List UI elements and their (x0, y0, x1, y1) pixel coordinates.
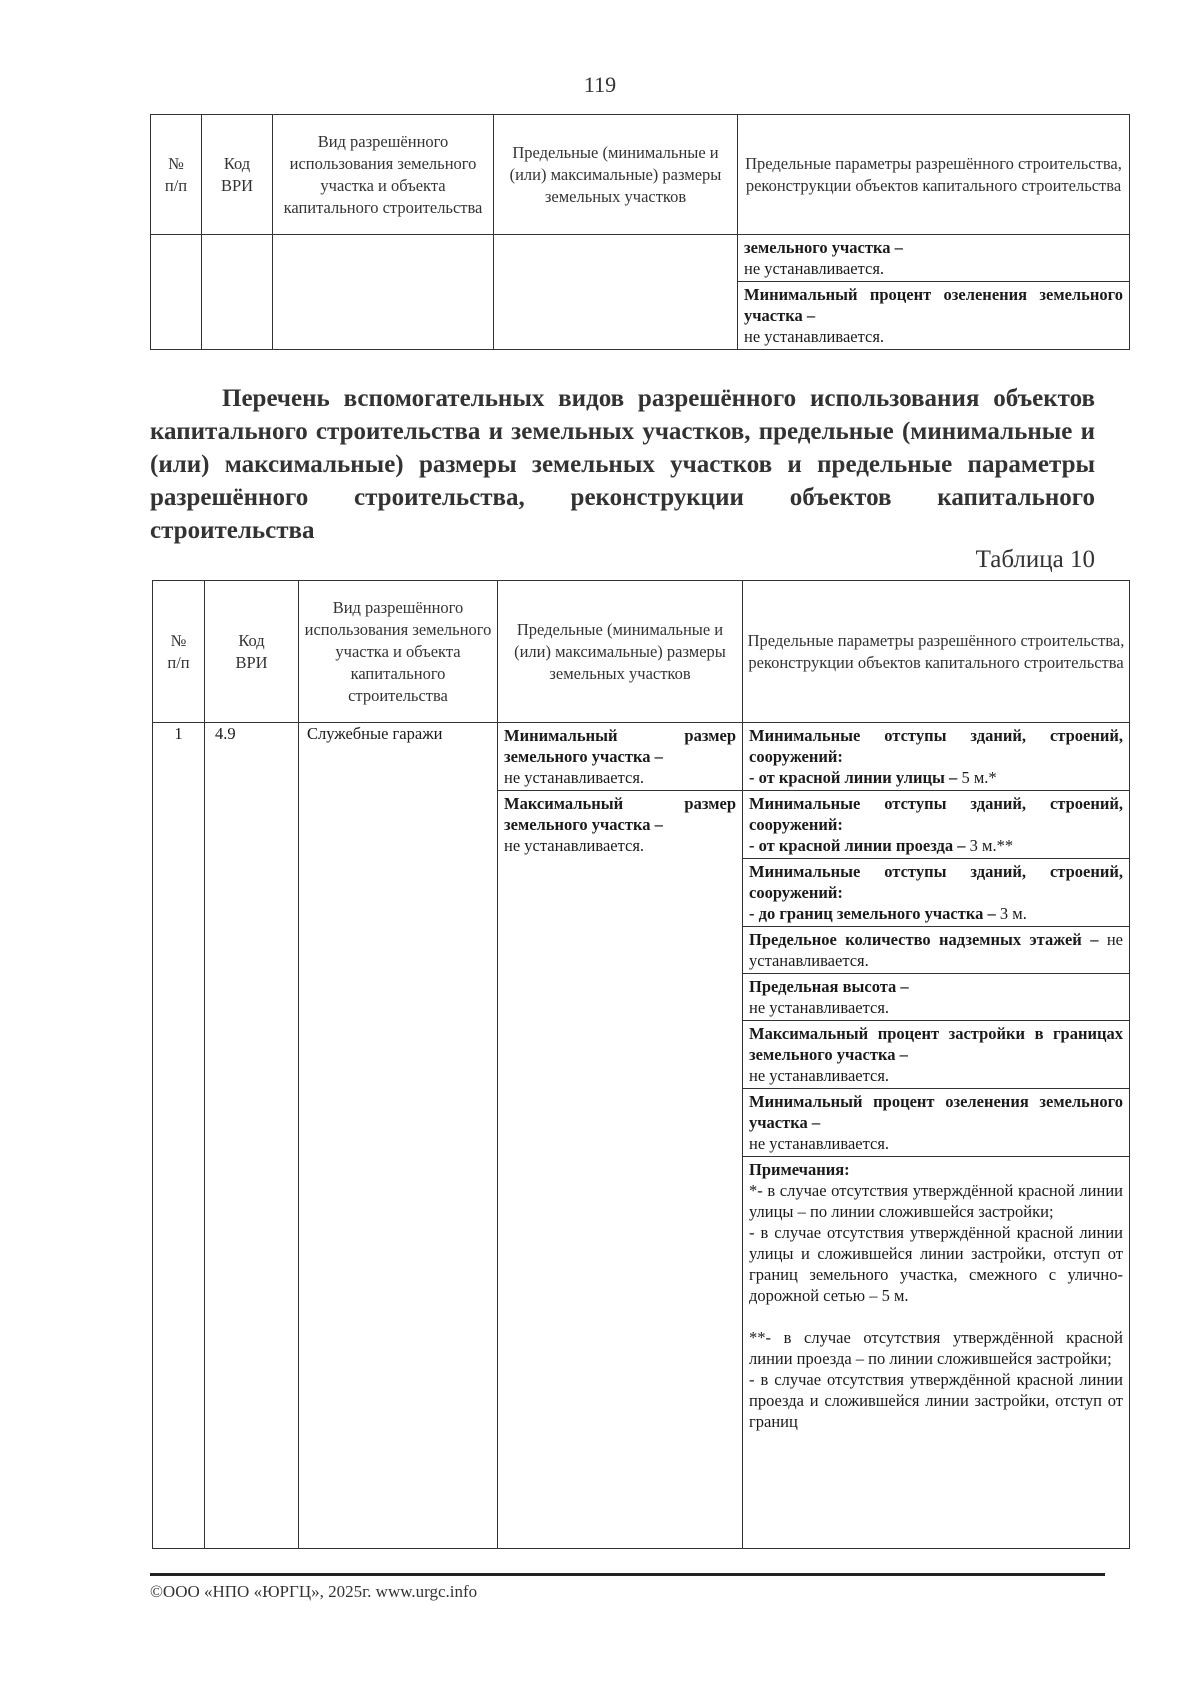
param-cell: Минимальные отступы зданий, строений, сооружений: - от красной линии улицы – 5 м.* (743, 723, 1129, 791)
header-params: Предельные параметры разрешённого строительства, реконструкции объектов капитального строительства (743, 581, 1130, 723)
footer-divider (150, 1573, 1105, 1576)
param-cell: Минимальный процент озеленения земельного участка – не устанавливается. (743, 1089, 1129, 1157)
note: - в случае отсутствия утверждённой красной линии улицы и сложившейся линии застройки, отступ от границ земельного участка, смежного с улично-дорожной сетью – 5 м. (749, 1223, 1123, 1305)
note: *- в случае отсутствия утверждённой красной линии улицы – по линии сложившейся застройки; (749, 1181, 1123, 1221)
table-continuation (150, 114, 1130, 350)
table-caption: Таблица 10 (975, 546, 1095, 573)
row-num: 1 (153, 723, 205, 1549)
note: **- в случае отсутствия утверждённой красной линии проезда – по линии сложившейся застройки; (749, 1328, 1123, 1368)
header-sizes: Предельные (минимальные и (или) максимальные) размеры земельных участков (498, 581, 743, 723)
header-vid: Вид разрешённого использования земельного участка и объекта капитального строительства (299, 581, 498, 723)
header-params: Предельные параметры разрешённого строительства, реконструкции объектов капитального строительства (738, 115, 1130, 235)
size-cell-max: Максимальный размер земельного участка – не устанавливается. (504, 794, 736, 855)
size-cell-min: Минимальный размер земельного участка – не устанавливается. (498, 723, 742, 791)
param-cell: Минимальный процент озеленения земельного участка – не устанавливается. (744, 285, 1123, 346)
section-title: Перечень вспомогательных видов разрешённого использования объектов капитального строительства и земельных участков, предельные (минимальные и (или) максимальные) размеры земельных участков и предельные параметры разрешённого строительства, реконструкции объектов капитального строительства (150, 385, 1095, 544)
param-cell: Предельное количество надземных этажей – не устанавливается. (743, 927, 1129, 974)
table-10 (152, 580, 1130, 1549)
note: - в случае отсутствия утверждённой красной линии проезда и сложившейся линии застройки, отступ от границ (749, 1370, 1123, 1431)
notes-title: Примечания: (749, 1160, 850, 1179)
param-cell: Максимальный процент застройки в границах земельного участка – не устанавливается. (743, 1021, 1129, 1089)
footer-copyright: ©ООО «НПО «ЮРГЦ», 2025г. www.urgc.info (150, 1582, 478, 1601)
header-num: № п/п (151, 115, 202, 235)
param-cell: Минимальные отступы зданий, строений, сооружений: - от красной линии проезда – 3 м.** (743, 791, 1129, 859)
notes-cell (743, 1157, 1129, 1434)
param-cell: Предельная высота – не устанавливается. (743, 974, 1129, 1021)
page-number: 119 (583, 72, 617, 97)
header-vid: Вид разрешённого использования земельного участка и объекта капитального строительства (273, 115, 494, 235)
header-code: Код ВРИ (205, 581, 299, 723)
param-cell: земельного участка – не устанавливается. (738, 235, 1129, 282)
header-num: № п/п (153, 581, 205, 723)
header-sizes: Предельные (минимальные и (или) максимальные) размеры земельных участков (494, 115, 738, 235)
param-cell: Минимальные отступы зданий, строений, сооружений: - до границ земельного участка – 3 м. (743, 859, 1129, 927)
header-code: Код ВРИ (202, 115, 273, 235)
row-vid: Служебные гаражи (299, 723, 498, 1549)
row-code: 4.9 (205, 723, 299, 1549)
